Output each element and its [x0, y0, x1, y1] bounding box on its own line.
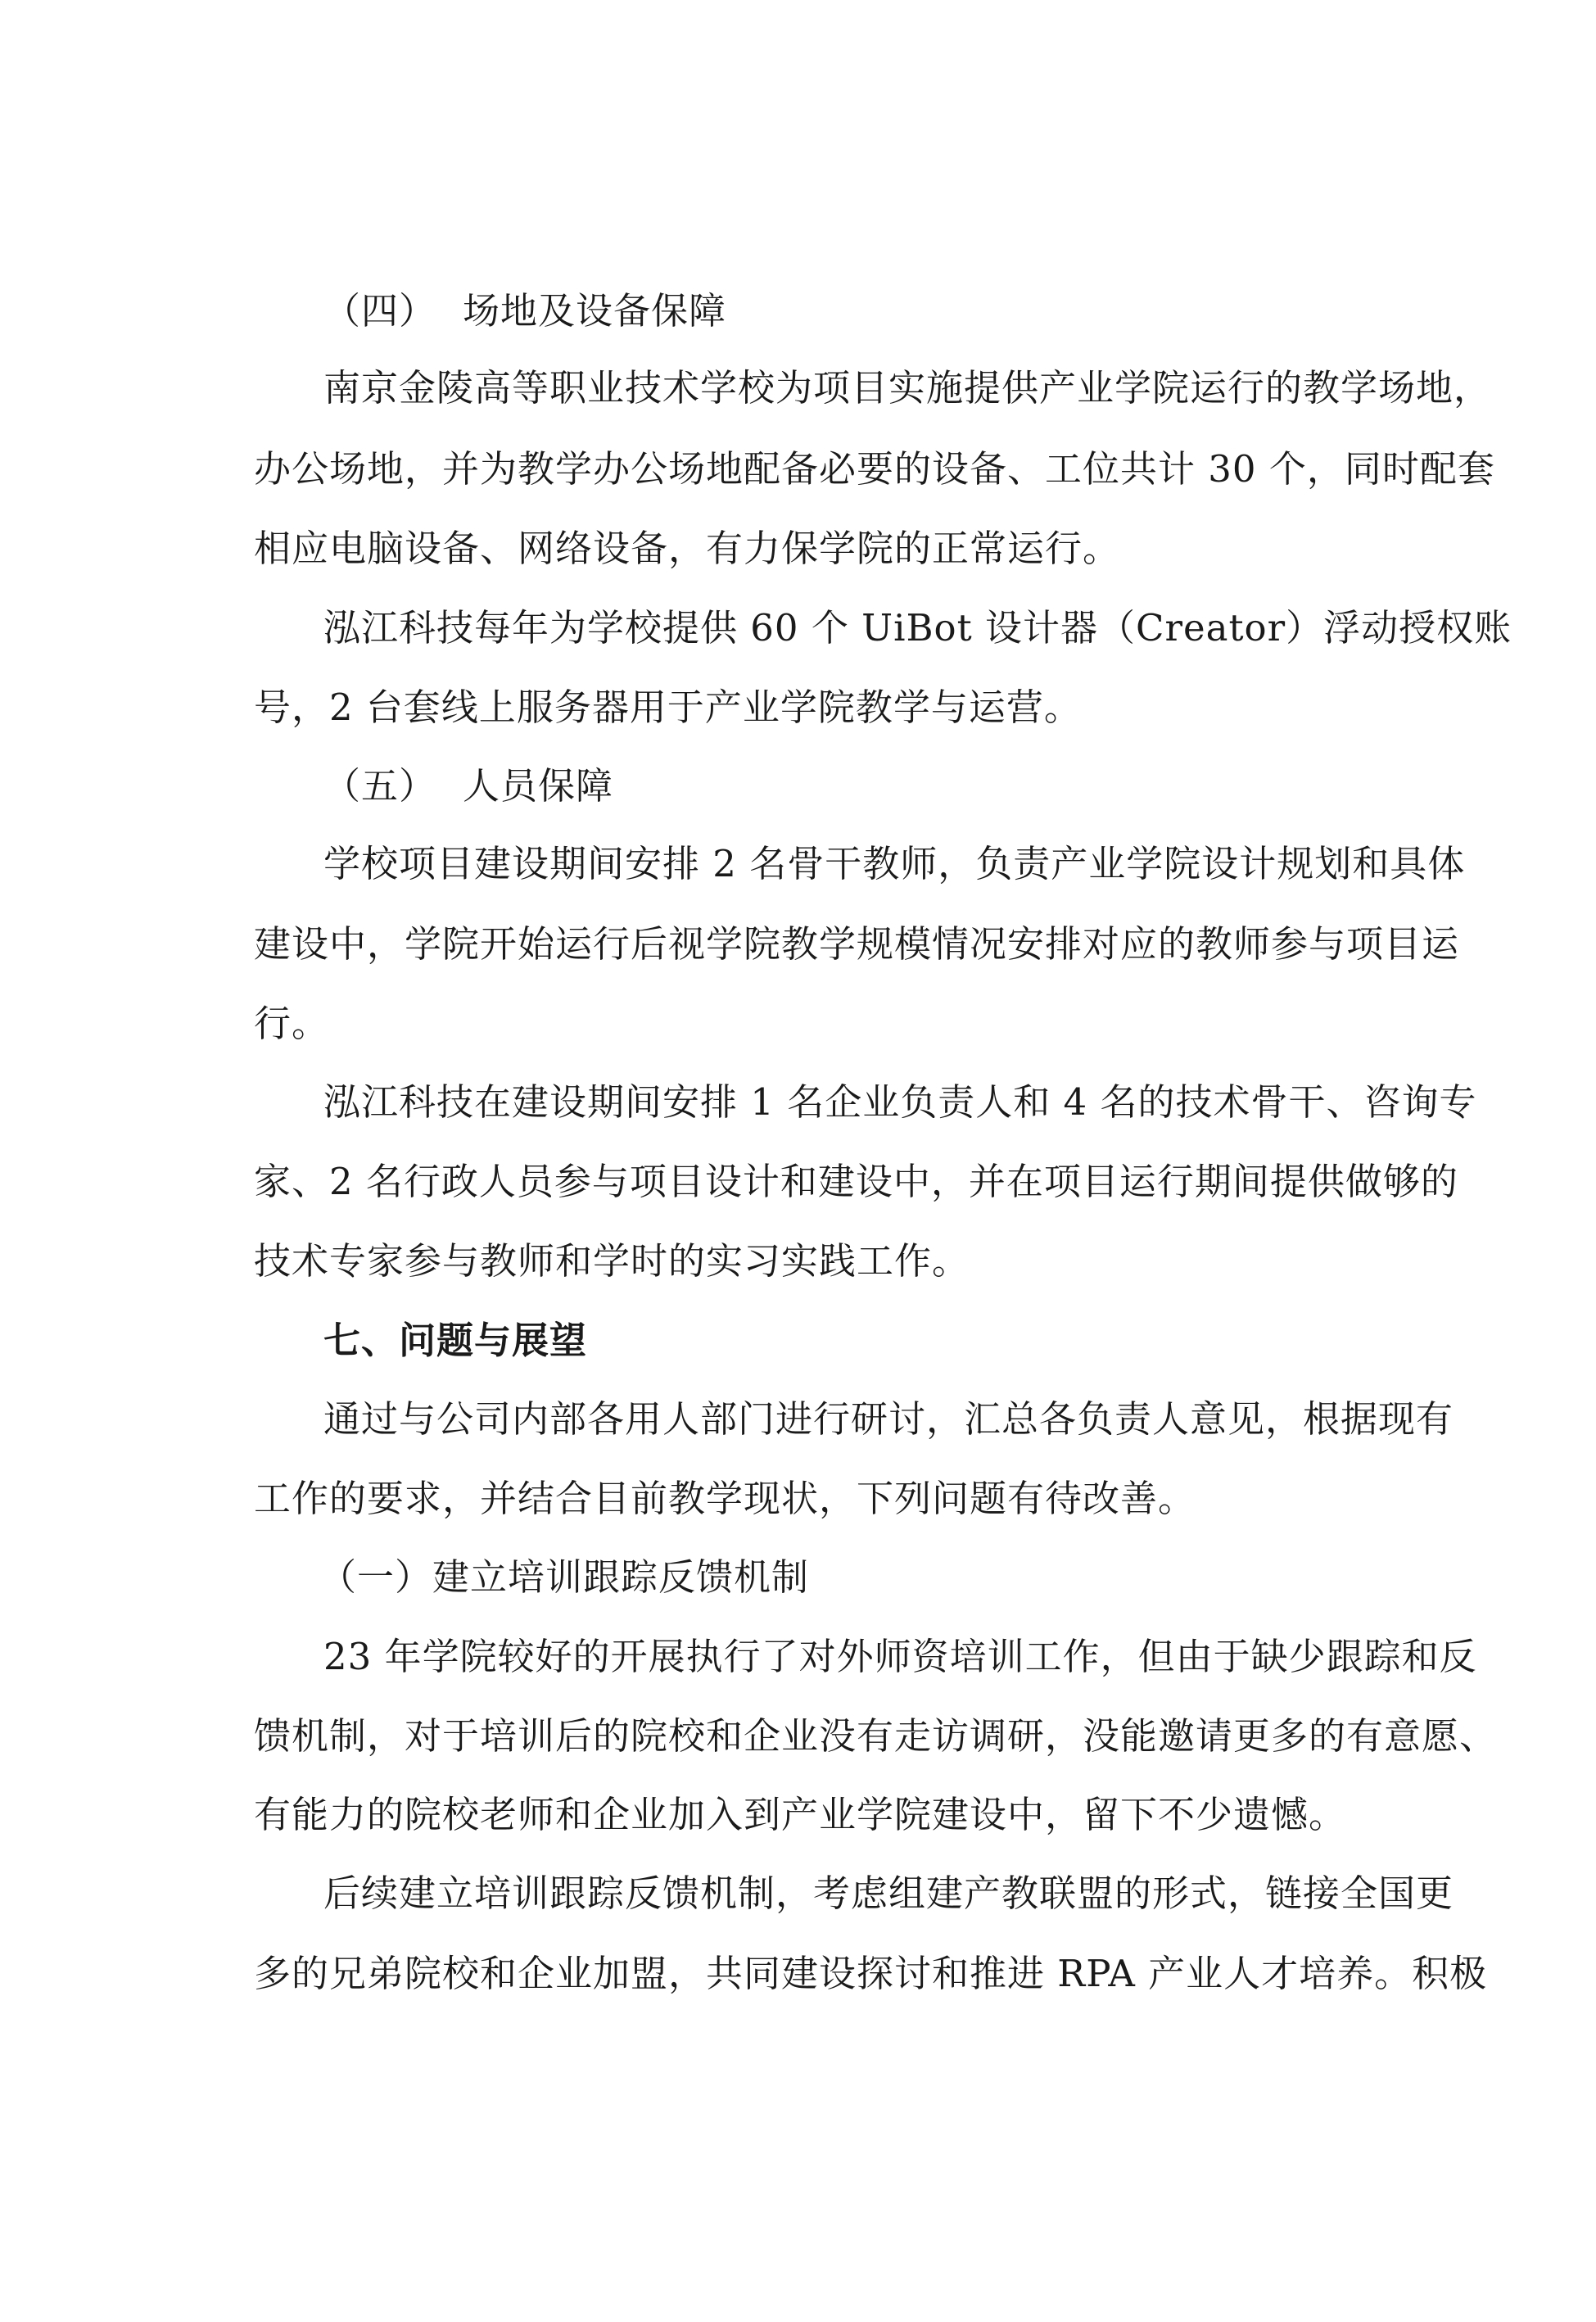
- section-4-p1-line-1: 南京金陵高等职业技术学校为项目实施提供产业学院运行的教学场地，: [323, 366, 1492, 410]
- chapter-7-heading: 七、问题与展望: [323, 1319, 588, 1362]
- chapter-7-p3-line-2: 多的兄弟院校和企业加盟，共同建设探讨和推进 RPA 产业人才培养。积极: [254, 1952, 1488, 1995]
- chapter-7-p2-line-3: 有能力的院校老师和企业加入到产业学院建设中，留下不少遗憾。: [254, 1793, 1347, 1836]
- section-4-heading-number: （四）: [323, 289, 437, 333]
- section-5-p2-line-2: 家、2 名行政人员参与项目设计和建设中，并在项目运行期间提供做够的: [254, 1160, 1458, 1203]
- section-5-heading-text: 人员保障: [463, 764, 614, 808]
- section-4-p2-line-1: 泓江科技每年为学校提供 60 个 UiBot 设计器（Creator）浮动授权账: [323, 606, 1512, 650]
- section-5-p2-line-1: 泓江科技在建设期间安排 1 名企业负责人和 4 名的技术骨干、咨询专: [323, 1080, 1477, 1124]
- section-4-p2-line-2: 号，2 台套线上服务器用于产业学院教学与运营。: [254, 686, 1082, 729]
- section-5-heading-number: （五）: [323, 764, 437, 808]
- chapter-7-p2-line-2: 馈机制，对于培训后的院校和企业没有走访调研，没能邀请更多的有意愿、: [254, 1714, 1498, 1758]
- chapter-7-p1-line-2: 工作的要求，并结合目前教学现状，下列问题有待改善。: [254, 1477, 1196, 1520]
- section-4-heading-text: 场地及设备保障: [463, 289, 727, 333]
- chapter-7-p1-line-1: 通过与公司内部各用人部门进行研讨，汇总各负责人意见，根据现有: [323, 1397, 1454, 1441]
- section-5-p1-line-1: 学校项目建设期间安排 2 名骨干教师，负责产业学院设计规划和具体: [323, 842, 1466, 885]
- chapter-7-p3-line-1: 后续建立培训跟踪反馈机制，考虑组建产教联盟的形式，链接全国更: [323, 1872, 1454, 1915]
- section-5-p1-line-2: 建设中，学院开始运行后视学院教学规模情况安排对应的教师参与项目运: [254, 922, 1460, 966]
- section-4-p1-line-2: 办公场地，并为教学办公场地配备必要的设备、工位共计 30 个，同时配套: [254, 447, 1495, 491]
- section-5-p2-line-3: 技术专家参与教师和学时的实习实践工作。: [254, 1239, 970, 1283]
- chapter-7-sub-1-heading: （一）建立培训跟踪反馈机制: [319, 1555, 810, 1599]
- chapter-7-p2-line-1: 23 年学院较好的开展执行了对外师资培训工作，但由于缺少跟踪和反: [323, 1635, 1477, 1678]
- section-4-p1-line-3: 相应电脑设备、网络设备，有力保学院的正常运行。: [254, 527, 1121, 570]
- section-5-p1-line-3: 行。: [254, 1002, 330, 1045]
